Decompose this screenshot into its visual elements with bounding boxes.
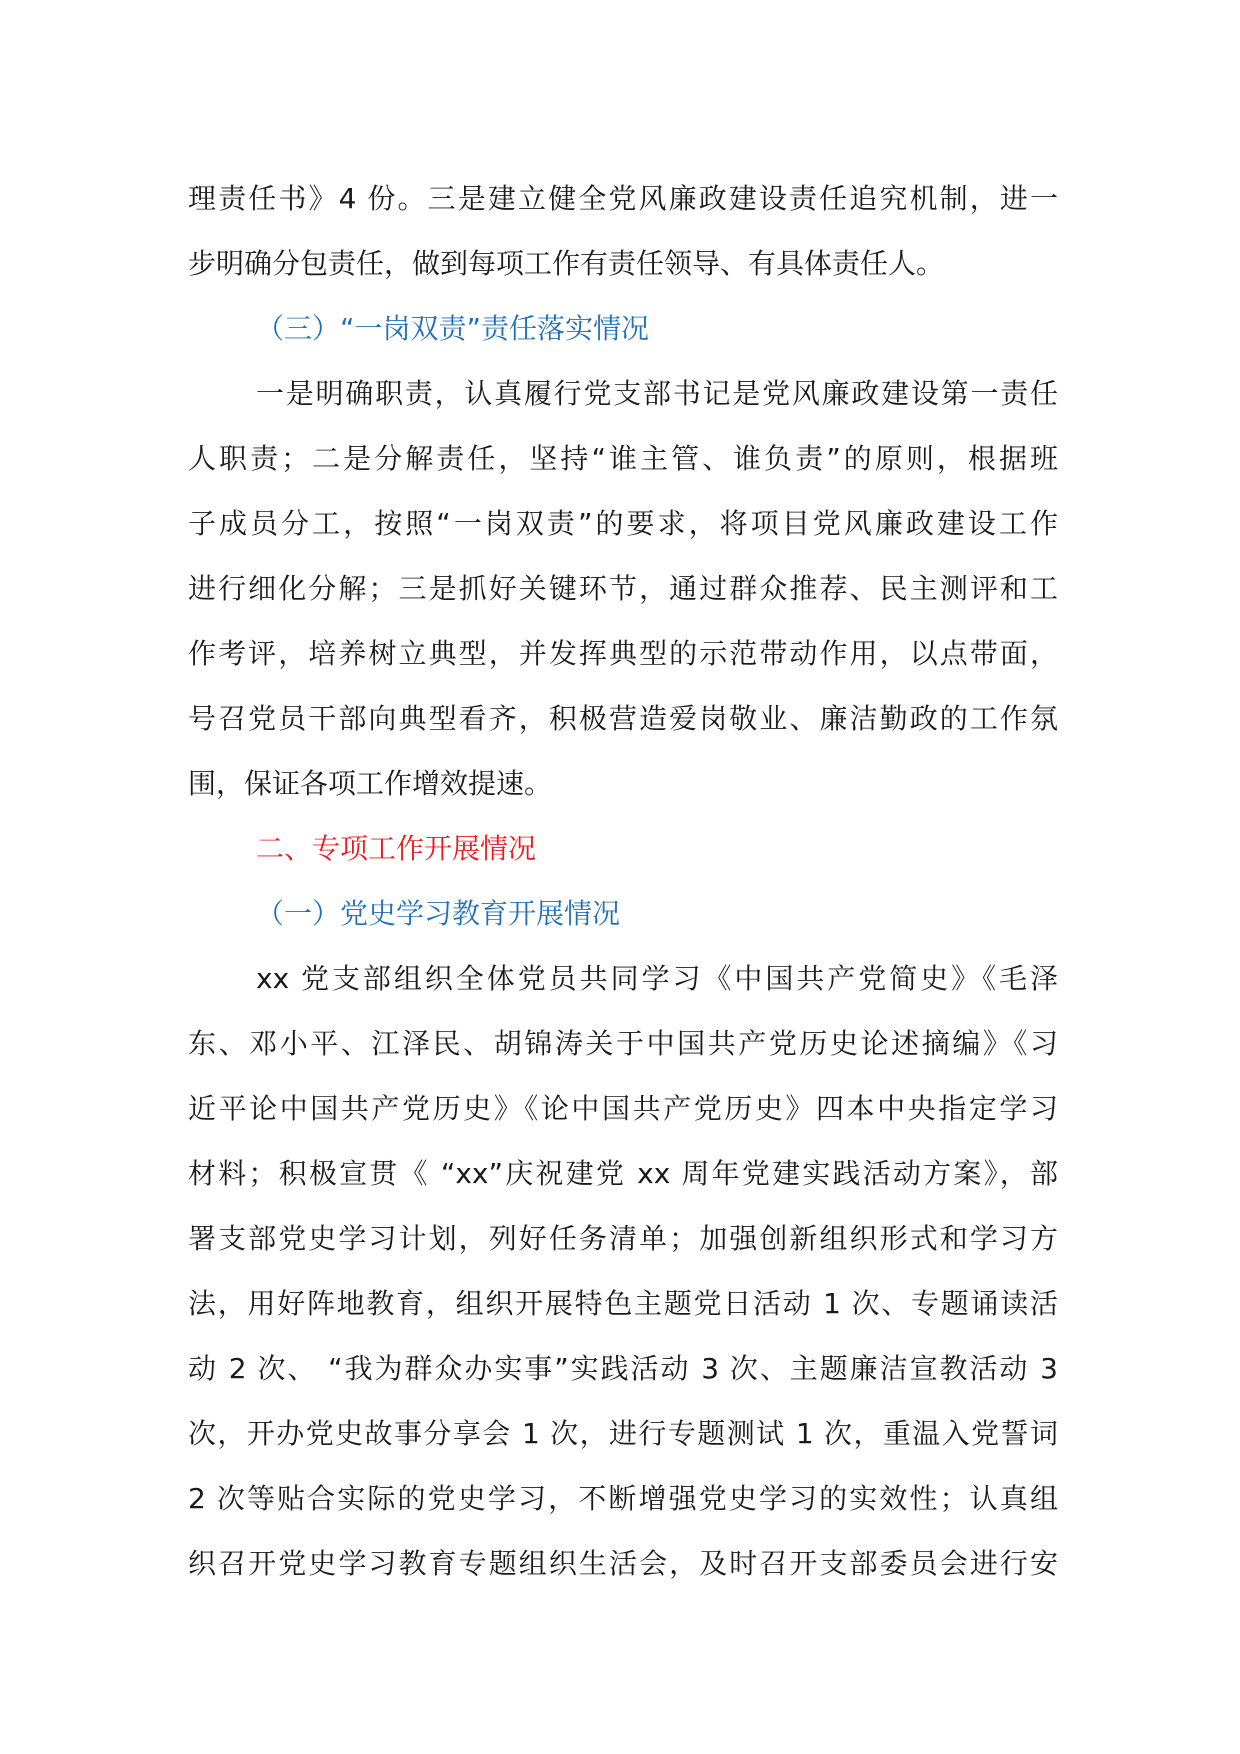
- body-text-line: 署支部党史学习计划，列好任务清单；加强创新组织形式和学习方: [188, 1222, 1058, 1255]
- body-text-line: 2 次等贴合实际的党史学习，不断增强党史学习的实效性；认真组: [188, 1482, 1058, 1515]
- body-text-line: 围，保证各项工作增效提速。: [188, 767, 553, 800]
- body-text-line: 次，开办党史故事分享会 1 次，进行专题测试 1 次，重温入党誓词: [188, 1417, 1058, 1450]
- document-page: [188, 166, 1058, 1596]
- body-text-line: 人职责；二是分解责任，坚持“谁主管、谁负责”的原则，根据班: [188, 442, 1058, 475]
- body-text-line: 法，用好阵地教育，组织开展特色主题党日活动 1 次、专题诵读活: [188, 1287, 1058, 1320]
- body-text-line: xx 党支部组织全体党员共同学习《中国共产党简史》《毛泽: [256, 962, 1058, 995]
- chapter-heading: 二、专项工作开展情况: [256, 832, 537, 865]
- body-text-line: 织召开党史学习教育专题组织生活会，及时召开支部委员会进行安: [188, 1547, 1058, 1580]
- body-text-line: 近平论中国共产党历史》《论中国共产党历史》四本中央指定学习: [188, 1092, 1058, 1125]
- body-text-line: 步明确分包责任，做到每项工作有责任领导、有具体责任人。: [188, 247, 945, 280]
- body-text-line: 东、邓小平、江泽民、胡锦涛关于中国共产党历史论述摘编》《习: [188, 1027, 1058, 1060]
- body-text-line: 动 2 次、 “我为群众办实事”实践活动 3 次、主题廉洁宣教活动 3: [188, 1352, 1058, 1385]
- body-text-line: 子成员分工，按照“一岗双责”的要求，将项目党风廉政建设工作: [188, 507, 1058, 540]
- body-text-line: 一是明确职责，认真履行党支部书记是党风廉政建设第一责任: [256, 377, 1058, 410]
- body-text-line: 进行细化分解；三是抓好关键环节，通过群众推荐、民主测评和工: [188, 572, 1058, 605]
- body-text-line: 材料；积极宣贯《 “xx”庆祝建党 xx 周年党建实践活动方案》，部: [188, 1157, 1058, 1190]
- body-text-line: 号召党员干部向典型看齐，积极营造爱岗敬业、廉洁勤政的工作氛: [188, 702, 1058, 735]
- body-text-line: 理责任书》4 份。三是建立健全党风廉政建设责任追究机制，进一: [188, 182, 1058, 215]
- body-text-line: 作考评，培养树立典型，并发挥典型的示范带动作用，以点带面，: [188, 637, 1058, 670]
- section-heading: （一）党史学习教育开展情况: [256, 897, 621, 930]
- section-heading: （三）“一岗双责”责任落实情况: [256, 312, 650, 345]
